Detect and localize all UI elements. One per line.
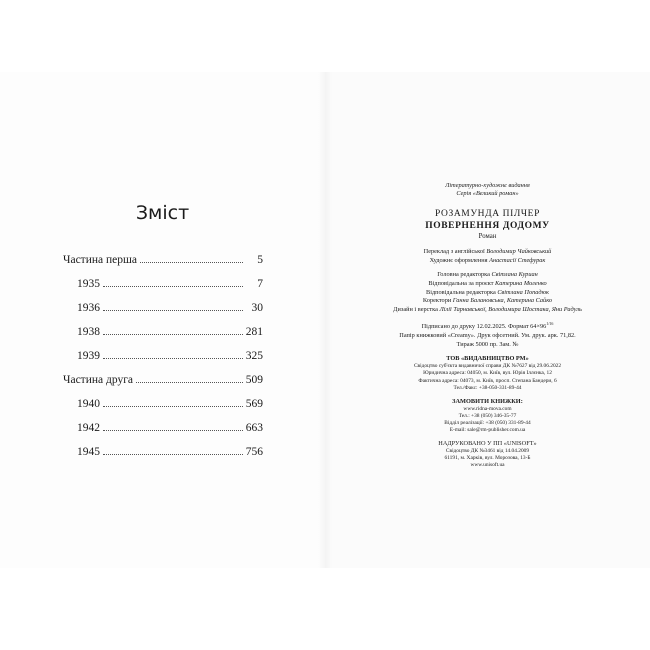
toc-leader-dots — [103, 310, 243, 311]
toc-entry-page: 756 — [245, 446, 263, 458]
publisher-detail-line: Фактична адреса: 04073, м. Київ, просп. Степана Бандери, 6 — [418, 377, 557, 384]
toc-entry-page: 663 — [245, 422, 263, 434]
toc-entry — [63, 386, 263, 410]
toc-entry — [63, 338, 263, 362]
toc-leader-dots — [103, 334, 243, 335]
toc-entry — [63, 362, 263, 386]
toc-list — [63, 242, 263, 458]
toc-entry-page: 281 — [245, 326, 263, 338]
credit-chief-editor: Головна редакторка Світлана Куриан — [437, 271, 538, 279]
toc-entry — [63, 266, 263, 290]
printer-detail-line: www.unisoft.ua — [470, 462, 505, 469]
publisher-detail-line: Тел./Факс: +38-050-331-89-44 — [453, 384, 522, 391]
toc-leader-dots — [136, 382, 243, 383]
print-details-1: Підписано до друку 12.02.2025. Формат $64\times 96^{1/16}$ — [421, 321, 554, 331]
series-name: Серія «Великий роман» — [456, 190, 519, 198]
book-genre: Роман — [478, 233, 497, 241]
book-gutter-shadow — [318, 72, 332, 568]
toc-entry — [63, 434, 263, 458]
toc-entry — [63, 290, 263, 314]
credit-art: Художнє оформлення Анастасії Стефурак — [429, 256, 546, 264]
toc-entry-label: 1936 — [77, 302, 100, 314]
edition-type: Літературно-художнє видання — [445, 182, 530, 189]
order-heading: ЗАМОВИТИ КНИЖКИ: — [452, 397, 523, 405]
author-name: РОЗАМУНДА ПІЛЧЕР — [435, 209, 540, 220]
toc-entry — [63, 242, 263, 266]
toc-leader-dots — [103, 430, 243, 431]
printer-heading: НАДРУКОВАНО У ПП «UNISOFT» — [438, 440, 537, 448]
toc-leader-dots — [103, 454, 243, 455]
credit-proofreaders: Коректори Ганна Балановська, Катерина Сайко — [422, 297, 553, 305]
book-spread — [0, 72, 650, 568]
toc-entry-page: 509 — [245, 374, 263, 386]
order-detail-line: E-mail: sale@rm-publisher.com.ua — [449, 427, 526, 434]
toc-title: Зміст — [135, 202, 190, 224]
toc-entry — [63, 410, 263, 434]
toc-entry-label: Частина друга — [63, 374, 134, 386]
imprint-block — [325, 182, 650, 470]
publisher-details — [325, 363, 650, 391]
printer-detail-line: 61191, м. Харків, вул. Морозова, 13-Б — [444, 455, 531, 462]
imprint-page — [325, 72, 650, 568]
credit-design: Дизайн і верстка Лілії Тарнавської, Володимира Шостака, Яни Радуль — [393, 305, 582, 313]
credit-translation: Переклад з англійської Володимир Чайковський — [423, 248, 552, 256]
toc-entry-label: 1945 — [77, 446, 100, 458]
printer-details — [325, 448, 650, 469]
order-detail-line: Відділ реалізації: +38 (050) 331-89-44 — [444, 419, 531, 426]
publisher-detail-line: Свідоцтво суб'єкта видавничої справи ДК №7627 від 29.06.2022 — [413, 363, 562, 370]
toc-entry-label: Частина перша — [63, 254, 137, 266]
toc-page — [0, 72, 325, 568]
toc-entry-label: 1938 — [77, 326, 100, 338]
toc-entry-page: 569 — [245, 398, 263, 410]
credit-resp-editor: Відповідальна редакторка Світлана Попадюк — [426, 288, 549, 296]
order-detail-line: www.ridna-mova.com — [463, 405, 512, 412]
toc-entry-label: 1942 — [77, 422, 100, 434]
toc-entry-label: 1935 — [77, 278, 100, 290]
toc-entry-page: 5 — [257, 254, 263, 266]
toc-entry-page: 30 — [251, 302, 263, 314]
toc-leader-dots — [103, 358, 243, 359]
order-detail-line: Тел.: +38 (050) 346-35-77 — [458, 412, 517, 419]
printer-detail-line: Свідоцтво ДК №3461 від 14.04.2009 — [445, 448, 530, 455]
toc-leader-dots — [103, 286, 243, 287]
credit-project: Відповідальна за проєкт Катерина Моленко — [428, 279, 547, 287]
toc-entry-page: 7 — [257, 278, 263, 290]
print-details-3: Тираж 5000 пр. Зам. № — [456, 340, 519, 348]
toc-entry-label: 1940 — [77, 398, 100, 410]
toc-entry — [63, 314, 263, 338]
toc-entry-label: 1939 — [77, 350, 100, 362]
toc-leader-dots — [103, 406, 243, 407]
print-details-2: Папір книжковий «Creamy». Друк офсетний. Ум. друк. арк. 71,82. — [399, 332, 576, 340]
toc-entry-page: 325 — [245, 350, 263, 362]
publisher-name: ТОВ «ВИДАВНИЦТВО РМ» — [446, 355, 529, 363]
book-title: ПОВЕРНЕННЯ ДОДОМУ — [425, 221, 550, 232]
toc-leader-dots — [140, 262, 243, 263]
publisher-detail-line: Юридична адреса: 04050, м. Київ, вул. Юрія Іллєнка, 12 — [423, 370, 552, 377]
order-details — [325, 406, 650, 434]
